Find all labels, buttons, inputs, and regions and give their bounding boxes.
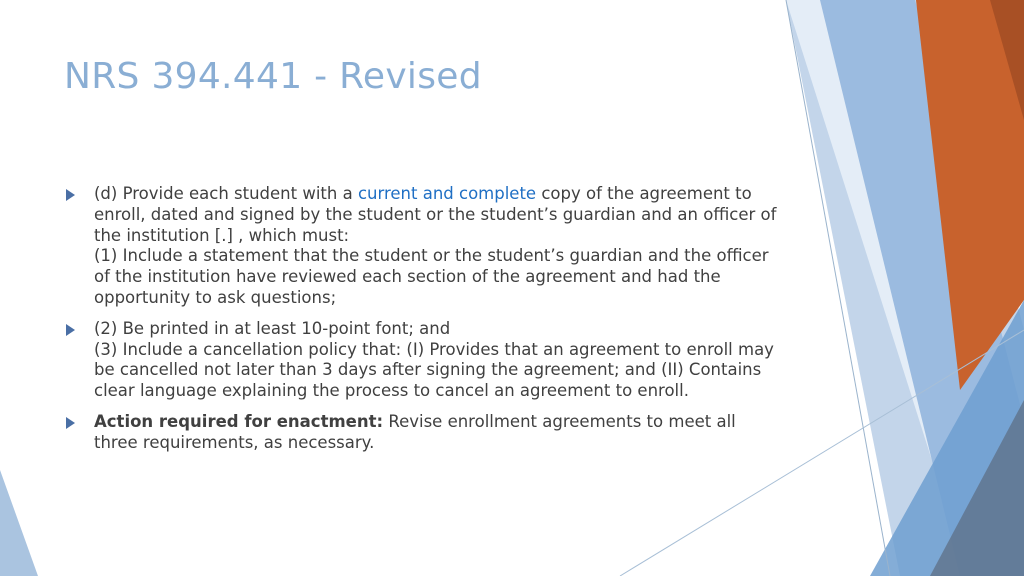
bullet-arrow-icon <box>66 189 75 201</box>
bullet-arrow-icon <box>66 324 75 336</box>
slide-body <box>64 184 784 464</box>
bullet-1-paragraph <box>94 184 784 246</box>
bullet-item-3 <box>64 412 784 454</box>
bullet-1-text-a: (d) Provide each student with a <box>94 184 358 203</box>
bullet-2-line-2: (3) Include a cancellation policy that: (I) Provides that an agreement to enroll may be cancelled not later than 3 days after signing the agreement; and (II) Contains clear language explaining the process to cancel an agreement to enroll. <box>94 339 774 401</box>
bullet-1-highlight: current and complete <box>357 184 537 203</box>
bullet-item-2 <box>64 319 784 402</box>
slide-title: NRS 394.441 - Revised <box>64 56 482 97</box>
bullet-3-paragraph <box>94 412 784 454</box>
bullet-1-subitem: (1) Include a statement that the student or the student’s guardian and the officer of the institution have reviewed each section of the agreement and had the opportunity to ask questions; <box>94 246 769 307</box>
bullet-1-text-c: copy of the agreement to enroll, dated and signed by the student or the student’s guardian and an officer of the institution [.] , which must: <box>94 184 777 245</box>
bullet-arrow-icon <box>66 417 75 429</box>
action-required-text: Revise enrollment agreements to meet all three requirements, as necessary. <box>94 411 736 452</box>
bullet-2-line-1: (2) Be printed in at least 10-point font; and <box>94 318 451 338</box>
left-wedge-shape <box>0 470 38 576</box>
bullet-item-1 <box>64 184 784 309</box>
action-required-label: Action required for enactment: <box>94 411 384 431</box>
